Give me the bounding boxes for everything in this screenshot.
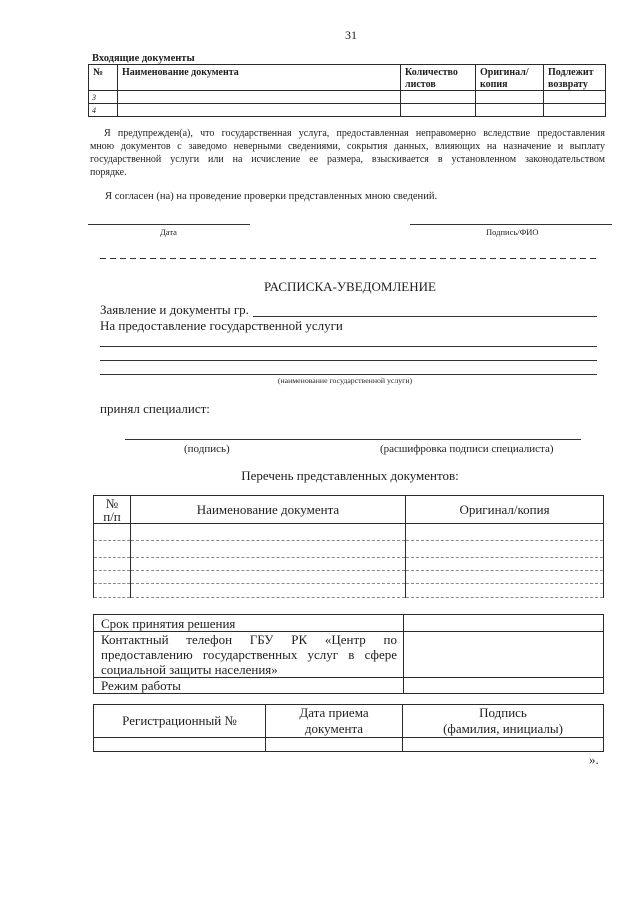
column-header-number: № (89, 65, 118, 91)
table-cell (131, 558, 406, 571)
row-number-cell: 4 (89, 104, 118, 117)
closing-quote-mark: ». (589, 752, 599, 767)
table-cell (94, 738, 266, 752)
table-header-row (89, 65, 606, 91)
page-number: 31 (345, 28, 357, 42)
warning-line: Я предупрежден(а), что государственная услуга, предоставленная неправомерно вследствие предоставления (104, 127, 605, 139)
date-signature-line (88, 224, 250, 225)
working-hours-value (404, 678, 604, 694)
original-copy-cell (476, 91, 544, 104)
signature-name-label: Подпись/ФИО (486, 227, 539, 237)
decision-deadline-label: Срок принятия решения (94, 615, 404, 632)
table-row (94, 541, 604, 558)
table-cell (94, 541, 131, 558)
table-cell (406, 558, 604, 571)
receipt-title: РАСПИСКА-УВЕДОМЛЕНИЕ (264, 279, 436, 294)
table-row (94, 738, 604, 752)
service-name-caption: (наименование государственной услуги) (277, 376, 413, 385)
documents-list-title: Перечень представленных документов: (241, 468, 459, 483)
warning-paragraph (90, 127, 605, 180)
registration-table (93, 704, 604, 752)
service-label: На предоставление государственной услуги (100, 318, 343, 333)
specialist-signature-line (125, 439, 581, 440)
documents-list-table (93, 495, 604, 598)
table-cell (94, 558, 131, 571)
column-header-signature: Подпись (фамилия, инициалы) (403, 705, 604, 738)
column-header-returnable: Подлежит возврату (544, 65, 606, 91)
consent-statement: Я согласен (на) на проведение проверки представленных мною сведений. (105, 190, 438, 202)
signature-decoding-caption: (расшифровка подписи специалиста) (380, 443, 554, 455)
incoming-documents-table (88, 64, 606, 117)
working-hours-label: Режим работы (94, 678, 404, 694)
table-row (94, 632, 604, 678)
table-cell (131, 571, 406, 584)
table-row (94, 524, 604, 541)
table-row (89, 104, 606, 117)
table-row (94, 615, 604, 632)
warning-line: мною документов с заведомо неверными сведениями, сокрытия данных, влияющих на назначение и выплату (90, 140, 605, 152)
column-header-registration-number: Регистрационный № (94, 705, 266, 738)
table-cell (403, 738, 604, 752)
table-cell (406, 584, 604, 598)
table-cell (406, 541, 604, 558)
signature-caption: (подпись) (184, 443, 230, 455)
service-name-line (100, 374, 597, 375)
table-cell (131, 541, 406, 558)
column-header-document-name: Наименование документа (131, 496, 406, 524)
table-row (94, 571, 604, 584)
returnable-cell (544, 104, 606, 117)
contact-phone-value (404, 632, 604, 678)
table-row (94, 678, 604, 694)
sheet-count-cell (401, 104, 476, 117)
cut-line-divider (100, 258, 597, 259)
accepted-by-label: принял специалист: (100, 401, 210, 416)
table-cell (406, 571, 604, 584)
table-cell (94, 571, 131, 584)
incoming-documents-title: Входящие документы (92, 53, 195, 64)
table-cell (131, 584, 406, 598)
service-name-line (100, 360, 597, 361)
document-name-cell (118, 104, 401, 117)
decision-deadline-value (404, 615, 604, 632)
date-label: Дата (160, 227, 177, 237)
applicant-name-line (253, 316, 597, 317)
original-copy-cell (476, 104, 544, 117)
table-row (89, 91, 606, 104)
column-header-number: № п/п (94, 496, 131, 524)
column-header-document-name: Наименование документа (118, 65, 401, 91)
sheet-count-cell (401, 91, 476, 104)
service-info-table (93, 614, 604, 694)
table-cell (131, 524, 406, 541)
service-name-line (100, 346, 597, 347)
column-header-sheet-count: Количество листов (401, 65, 476, 91)
table-row (94, 584, 604, 598)
table-cell (406, 524, 604, 541)
row-number-cell: 3 (89, 91, 118, 104)
warning-line: порядке. (90, 167, 127, 179)
name-signature-line (410, 224, 612, 225)
document-name-cell (118, 91, 401, 104)
table-header-row (94, 705, 604, 738)
contact-phone-label: Контактный телефон ГБУ РК «Центр по предоставлению государственных услуг в сфере социальной защиты населения» (94, 632, 404, 678)
table-cell (94, 524, 131, 541)
table-cell (94, 584, 131, 598)
column-header-original-copy: Оригинал/ копия (476, 65, 544, 91)
column-header-original-copy: Оригинал/копия (406, 496, 604, 524)
column-header-acceptance-date: Дата приема документа (266, 705, 403, 738)
table-row (94, 558, 604, 571)
returnable-cell (544, 91, 606, 104)
table-header-row (94, 496, 604, 524)
warning-line: государственной услуги или на исчисление ее размера, взыскивается в установленном законодательством (90, 154, 605, 166)
table-cell (266, 738, 403, 752)
applicant-label: Заявление и документы гр. (100, 302, 249, 317)
